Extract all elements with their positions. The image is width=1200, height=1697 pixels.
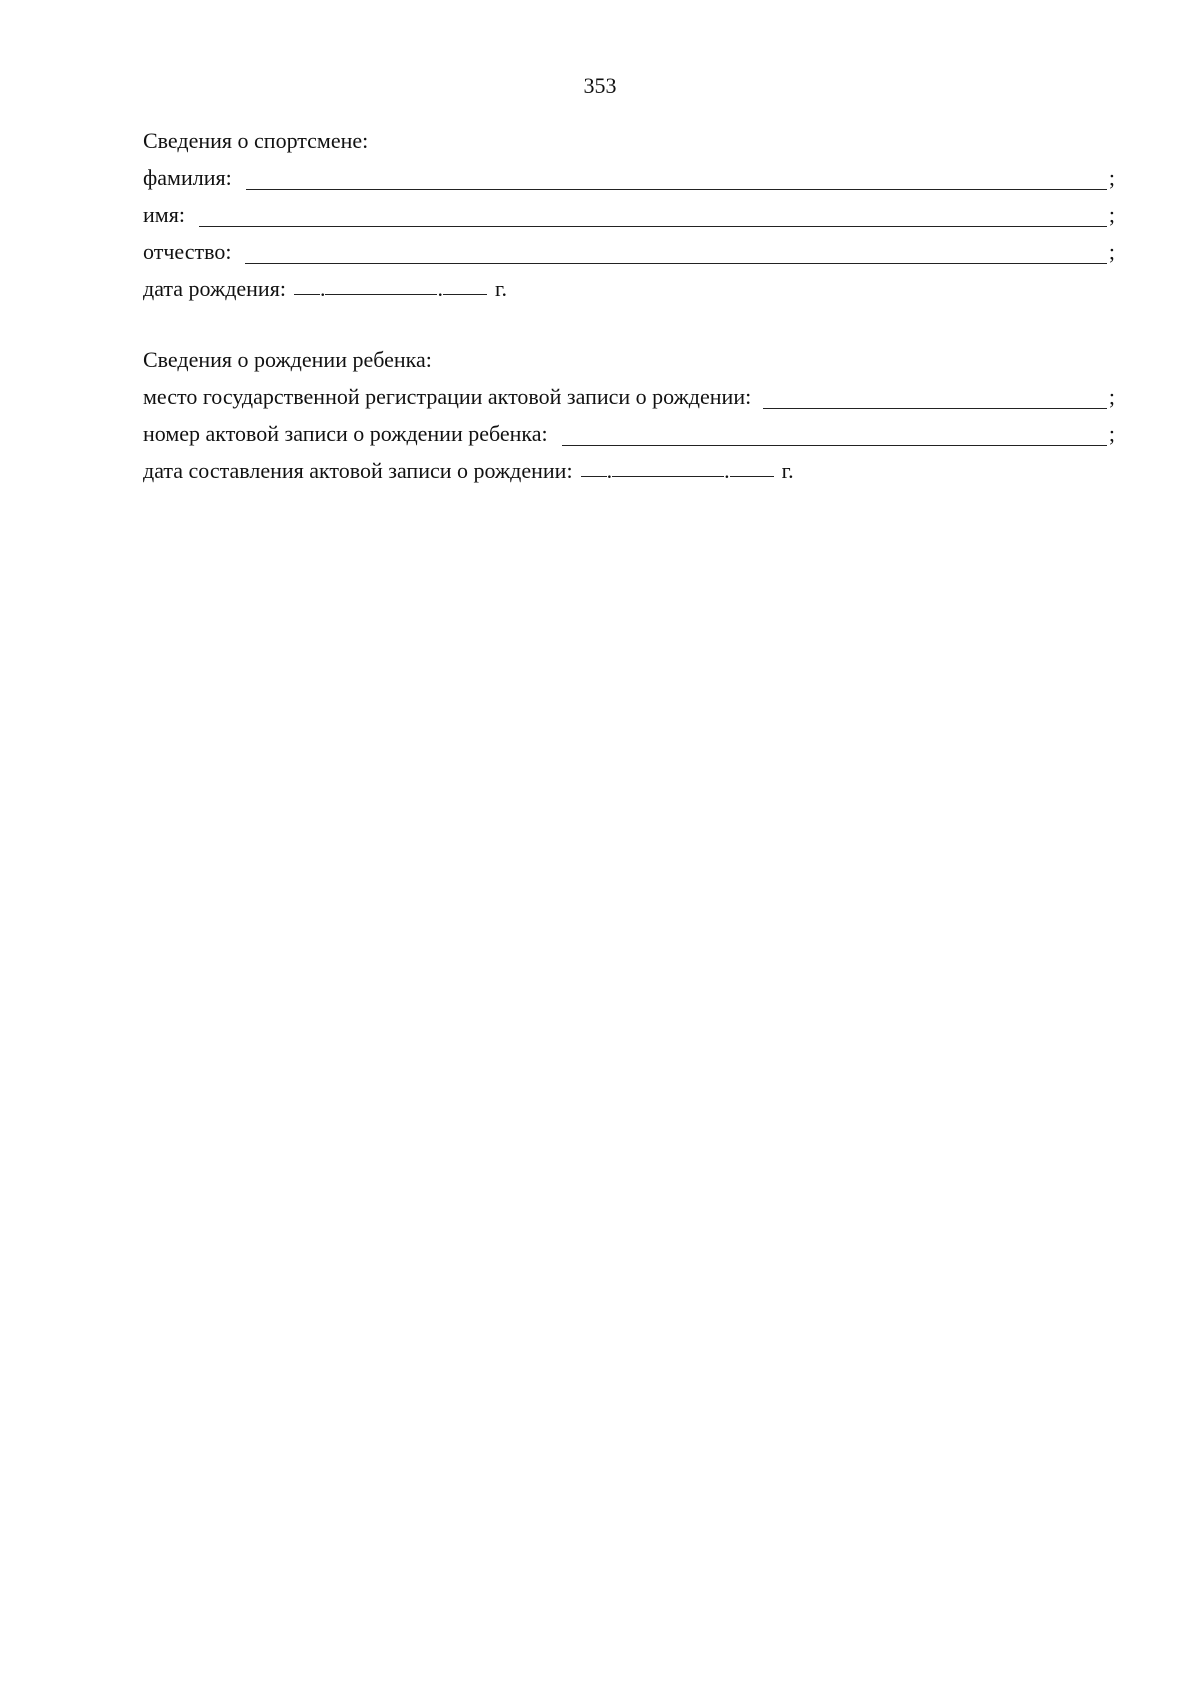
record-date-separator: . bbox=[606, 458, 613, 483]
name-label: имя: bbox=[143, 202, 185, 227]
record-date-month-field[interactable] bbox=[612, 456, 724, 477]
birthdate-separator: . bbox=[319, 276, 326, 301]
patronymic-field[interactable] bbox=[245, 243, 1106, 264]
patronymic-label: отчество: bbox=[143, 239, 232, 264]
record-date-label: дата составления актовой записи о рождении: bbox=[143, 458, 573, 483]
record-date-year-suffix: г. bbox=[781, 458, 794, 483]
athlete-info-heading: Сведения о спортсмене: bbox=[143, 128, 369, 153]
birthdate-day-field[interactable] bbox=[294, 274, 320, 295]
birth-record-heading: Сведения о рождении ребенка: bbox=[143, 347, 432, 372]
registration-place-line-end: ; bbox=[1108, 384, 1115, 409]
record-date-year-field[interactable] bbox=[730, 456, 774, 477]
name-field[interactable] bbox=[199, 206, 1107, 227]
record-date-separator: . bbox=[724, 458, 730, 483]
registration-place-row bbox=[143, 382, 1115, 419]
athlete-info-section bbox=[143, 126, 1115, 311]
record-number-line-end: ; bbox=[1108, 421, 1115, 446]
patronymic-row bbox=[143, 237, 1115, 274]
birth-record-section bbox=[143, 345, 1115, 493]
registration-place-field[interactable] bbox=[763, 388, 1107, 409]
patronymic-line-end: ; bbox=[1108, 239, 1115, 264]
birthdate-year-field[interactable] bbox=[443, 274, 487, 295]
birthdate-month-field[interactable] bbox=[325, 274, 437, 295]
record-date-row bbox=[143, 456, 1115, 493]
page-number: 353 bbox=[583, 73, 617, 98]
birthdate-year-suffix: г. bbox=[494, 276, 507, 301]
birthdate-row bbox=[143, 274, 1115, 311]
record-number-label: номер актовой записи о рождении ребенка: bbox=[143, 421, 548, 446]
record-number-field[interactable] bbox=[562, 425, 1107, 446]
surname-label: фамилия: bbox=[143, 165, 232, 190]
name-row bbox=[143, 200, 1115, 237]
surname-row bbox=[143, 163, 1115, 200]
record-date-day-field[interactable] bbox=[581, 456, 607, 477]
record-number-row bbox=[143, 419, 1115, 456]
registration-place-label: место государственной регистрации актовой записи о рождении: bbox=[143, 384, 752, 409]
birthdate-separator: . bbox=[437, 276, 443, 301]
birthdate-label: дата рождения: bbox=[143, 276, 286, 301]
name-line-end: ; bbox=[1108, 202, 1115, 227]
surname-line-end: ; bbox=[1108, 165, 1115, 190]
surname-field[interactable] bbox=[246, 169, 1107, 190]
